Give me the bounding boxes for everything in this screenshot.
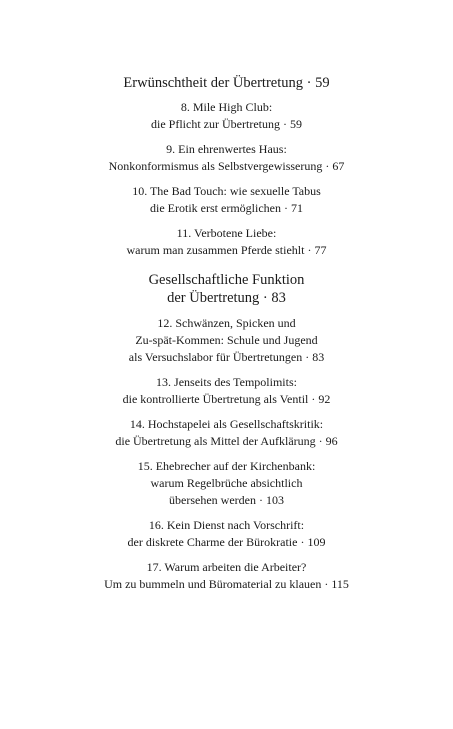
entry-line: 17. Warum arbeiten die Arbeiter? [146,560,307,574]
page-separator: · [280,201,291,215]
section-title: Gesellschaftliche Funktion [148,272,305,288]
entry-line [0,349,453,366]
section-heading [0,271,453,307]
entry-line: 14. Hochstapelei als Gesellschaftskritik: [129,417,324,431]
entry-line: Zu-spät-Kommen: Schule und Jugend [135,333,318,347]
table-of-contents [0,74,453,601]
page-separator: · [315,434,326,448]
entry-line: 10. The Bad Touch: wie sexuelle Tabus [132,184,321,198]
section-heading [0,74,453,92]
page-separator: · [297,535,308,549]
entry-line: 9. Ein ehrenwertes Haus: [166,142,287,156]
toc-entry [0,225,453,259]
toc-entry [0,99,453,133]
entry-line: 12. Schwänzen, Spicken und [157,316,296,330]
page-separator: · [303,75,316,91]
entry-line: warum Regelbrüche absichtlich [150,476,303,490]
page-separator: · [255,493,266,507]
toc-entry [0,141,453,175]
toc-entry [0,315,453,366]
entry-page-number: 92 [318,392,331,406]
entry-line: 11. Verbotene Liebe: [176,226,277,240]
section-page-number: 83 [271,290,286,306]
toc-entry [0,374,453,408]
toc-entry [0,416,453,450]
entry-text: die Übertretung als Mittel der Aufklärung [115,434,316,448]
entry-text: Nonkonformismus als Selbstvergewisserung [108,159,323,173]
page-separator: · [259,290,272,306]
entry-line [0,534,453,551]
page-separator: · [279,117,290,131]
toc-entry [0,183,453,217]
toc-entry [0,517,453,551]
page-separator: · [304,243,315,257]
entry-line [0,200,453,217]
entry-page-number: 96 [325,434,338,448]
section-title-line [0,289,453,307]
section-title: der Übertretung [167,290,260,306]
entry-text: die Pflicht zur Übertretung [151,117,280,131]
entry-line: 8. Mile High Club: [180,100,273,114]
entry-line: 13. Jenseits des Tempolimits: [156,375,297,389]
entry-line: 15. Ehebrecher auf der Kirchenbank: [137,459,316,473]
entry-line: 16. Kein Dienst nach Vorschrift: [148,518,305,532]
entry-text: übersehen werden [169,493,256,507]
section-title: Erwünschtheit der Übertretung [123,75,303,91]
page-separator: · [321,577,332,591]
entry-text: warum man zusammen Pferde stiehlt [126,243,305,257]
entry-page-number: 103 [265,493,284,507]
section-page-number: 59 [315,75,330,91]
entry-line [0,391,453,408]
page-separator: · [302,350,313,364]
entry-page-number: 77 [314,243,327,257]
entry-page-number: 115 [331,577,349,591]
page-separator: · [308,392,319,406]
entry-line [0,158,453,175]
entry-text: die kontrollierte Übertretung als Ventil [122,392,309,406]
entry-line [0,116,453,133]
entry-page-number: 109 [307,535,326,549]
entry-line [0,242,453,259]
entry-line [0,576,453,593]
entry-text: die Erotik erst ermöglichen [150,201,281,215]
entry-page-number: 71 [290,201,303,215]
entry-text: als Versuchslabor für Übertretungen [128,350,303,364]
entry-line [0,492,453,509]
entry-page-number: 67 [332,159,345,173]
toc-entry [0,458,453,509]
entry-line [0,433,453,450]
entry-text: der diskrete Charme der Bürokratie [127,535,298,549]
entry-page-number: 59 [289,117,302,131]
entry-page-number: 83 [312,350,325,364]
page-separator: · [322,159,333,173]
toc-entry [0,559,453,593]
entry-text: Um zu bummeln und Büromaterial zu klauen [104,577,322,591]
